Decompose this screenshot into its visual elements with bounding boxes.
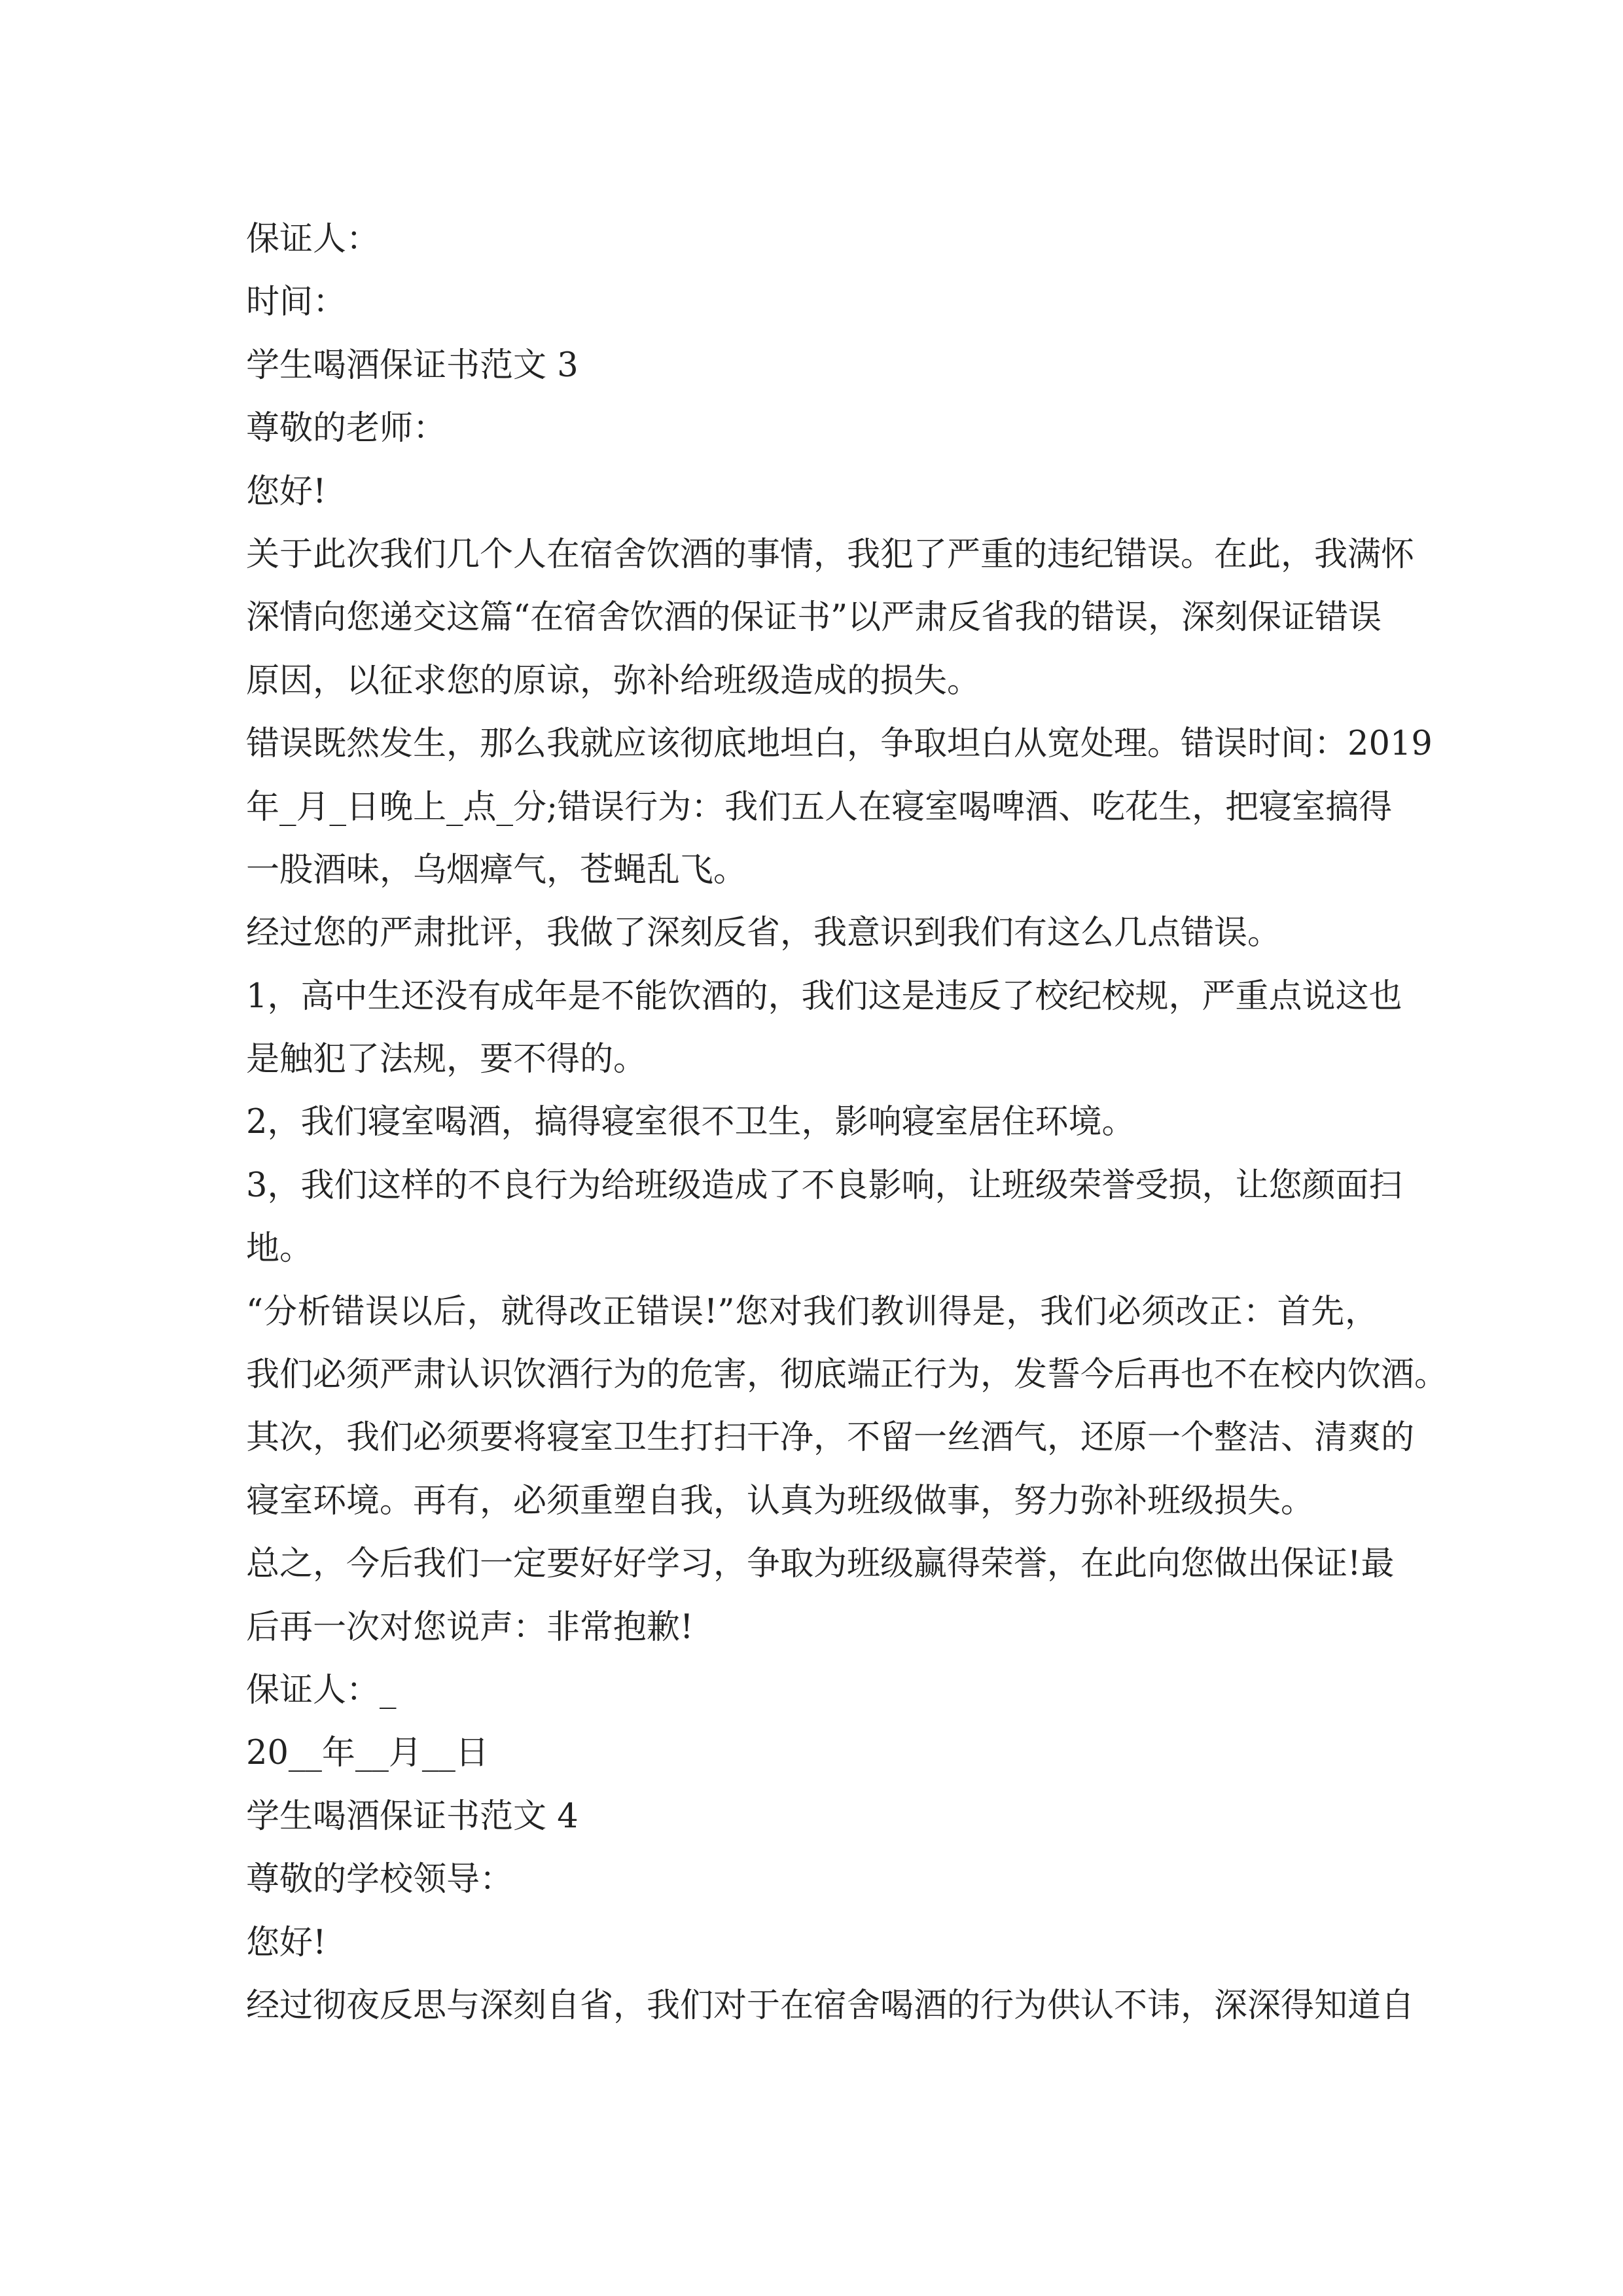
list-item-1-cont: 是触犯了法规，要不得的。 <box>246 1040 647 1079</box>
date-line: 20__年__月__日 <box>246 1734 489 1773</box>
paragraph-line: 一股酒味，乌烟瘴气，苍蝇乱飞。 <box>246 850 747 889</box>
salutation-teacher: 尊敬的老师： <box>246 409 447 448</box>
list-item-3: 3，我们这样的不良行为给班级造成了不良影响，让班级荣誉受损，让您颜面扫 <box>246 1166 1402 1205</box>
greeting: 您好! <box>246 1923 327 1962</box>
paragraph-line: 原因，以征求您的原谅，弥补给班级造成的损失。 <box>246 661 981 700</box>
paragraph-line: “分析错误以后，就得改正错误!”您对我们教训得是，我们必须改正：首先， <box>246 1292 1378 1331</box>
paragraph-line: 后再一次对您说声：非常抱歉! <box>246 1607 694 1647</box>
signature-label: 保证人：_ <box>246 1670 397 1710</box>
paragraph-line: 总之，今后我们一定要好好学习，争取为班级赢得荣誉，在此向您做出保证!最 <box>246 1545 1395 1584</box>
time-label: 时间： <box>246 283 347 322</box>
section-title-3: 学生喝酒保证书范文 3 <box>246 346 579 385</box>
paragraph-line: 深情向您递交这篇“在宿舍饮酒的保证书”以严肃反省我的错误，深刻保证错误 <box>246 598 1382 637</box>
paragraph-line: 年_月_日晚上_点_分;错误行为：我们五人在寝室喝啤酒、吃花生，把寝室搞得 <box>246 787 1393 827</box>
list-item-1: 1，高中生还没有成年是不能饮酒的，我们这是违反了校纪校规，严重点说这也 <box>246 977 1402 1016</box>
paragraph-line: 关于此次我们几个人在宿舍饮酒的事情，我犯了严重的违纪错误。在此，我满怀 <box>246 535 1415 574</box>
list-item-2: 2，我们寝室喝酒，搞得寝室很不卫生，影响寝室居住环境。 <box>246 1103 1135 1142</box>
paragraph-line: 我们必须严肃认识饮酒行为的危害，彻底端正行为，发誓今后再也不在校内饮酒。 <box>246 1355 1448 1395</box>
paragraph-line: 寝室环境。再有，必须重塑自我，认真为班级做事，努力弥补班级损失。 <box>246 1481 1315 1520</box>
paragraph-line: 经过您的严肃批评，我做了深刻反省，我意识到我们有这么几点错误。 <box>246 914 1281 953</box>
paragraph-line: 经过彻夜反思与深刻自省，我们对于在宿舍喝酒的行为供认不讳，深深得知道自 <box>246 1986 1415 2025</box>
paragraph-line: 错误既然发生，那么我就应该彻底地坦白，争取坦白从宽处理。错误时间：2019 <box>246 725 1433 764</box>
salutation-leaders: 尊敬的学校领导： <box>246 1860 514 1899</box>
section-title-4: 学生喝酒保证书范文 4 <box>246 1797 579 1836</box>
guarantor-label: 保证人： <box>246 220 380 259</box>
document-body <box>246 208 1448 2037</box>
paragraph-line: 其次，我们必须要将寝室卫生打扫干净，不留一丝酒气，还原一个整洁、清爽的 <box>246 1418 1415 1458</box>
list-item-3-cont: 地。 <box>246 1229 313 1268</box>
greeting: 您好! <box>246 472 327 511</box>
